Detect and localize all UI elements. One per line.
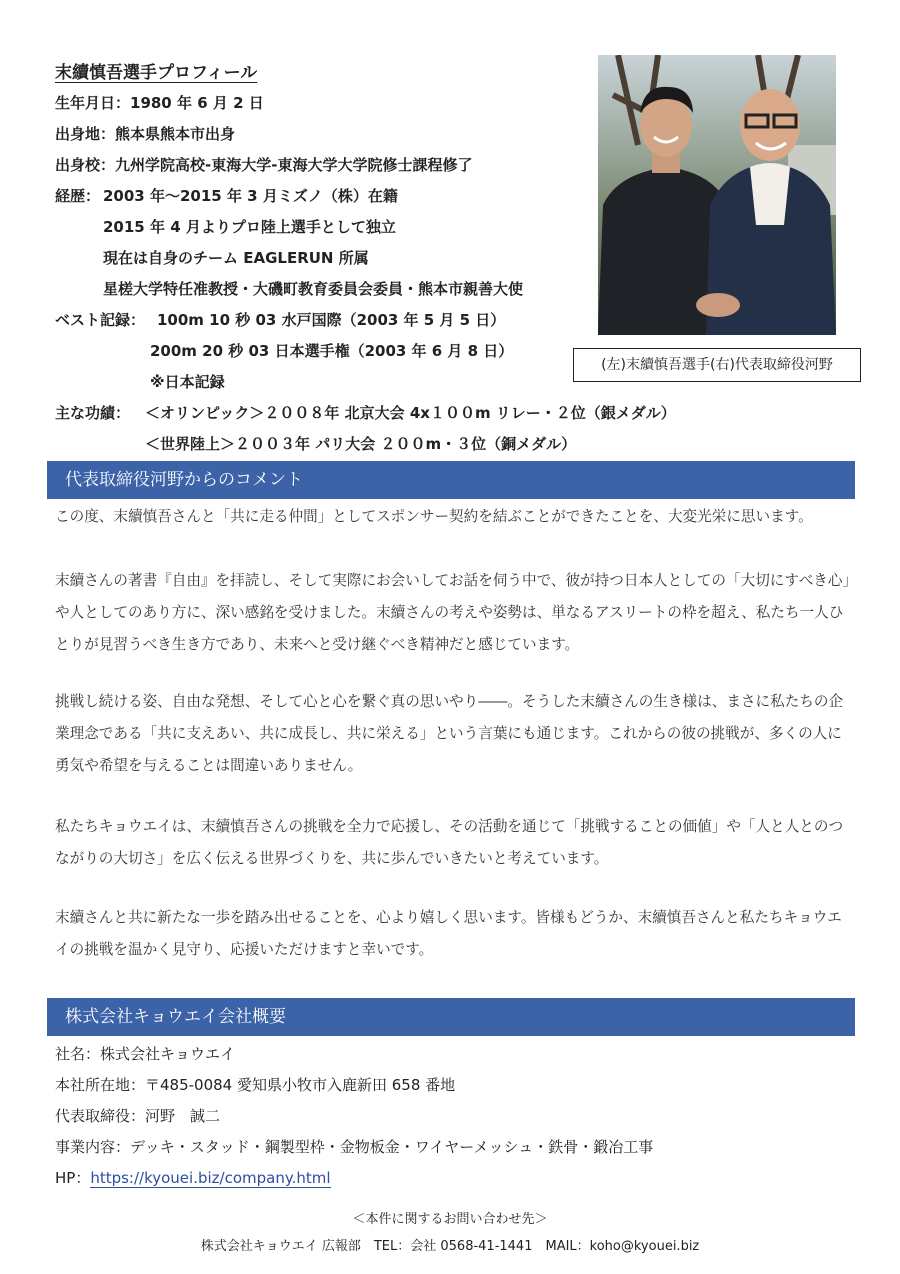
profile-photo [598,55,836,335]
comment-paragraph-4: 私たちキョウエイは、末續慎吾さんの挑戦を全力で応援し、その活動を通じて「挑戦することの価値」や「人と人とのつながりの大切さ」を広く伝える世界づくりを、共に歩んでいきたいと考えています。 [55,818,844,867]
profile-birthplace: 出身地：熊本県熊本市出身 [55,125,236,143]
company-business: 事業内容：デッキ・スタッド・鋼製型枠・金物板金・ワイヤーメッシュ・鉄骨・鍛冶工事 [55,1138,654,1156]
profile-school: 出身校：九州学院高校-東海大学-東海大学大学院修士課程修了 [55,156,473,174]
company-heading: 株式会社キョウエイ会社概要 [47,998,855,1036]
profile-best-2: 200m 20 秒 03 日本選手権（2003 年 6 月 8 日） [150,342,514,360]
profile-title: 末續慎吾選手プロフィール [55,63,258,83]
comment-paragraph-1: この度、末續慎吾さんと「共に走る仲間」としてスポンサー契約を結ぶことができたことを、大変光栄に思います。 [55,508,813,525]
profile-career-4: 星槎大学特任准教授・大磯町教育委員会委員・熊本市親善大使 [103,280,524,298]
profile-best-1: 100m 10 秒 03 水戸国際（2003 年 5 月 5 日） [157,311,506,329]
profile-career-1: 2003 年～2015 年 3 月ミズノ（株）在籍 [103,187,398,205]
comment-heading: 代表取締役河野からのコメント [47,461,855,499]
contact-title: ＜本件に関するお問い合わせ先＞ [352,1212,548,1227]
company-name: 社名：株式会社キョウエイ [55,1045,236,1063]
company-hp-link[interactable]: https://kyouei.biz/company.html [90,1169,331,1187]
company-address: 本社所在地：〒485-0084 愛知県小牧市入鹿新田 658 番地 [55,1076,456,1094]
company-hp-label: HP： [55,1169,91,1187]
profile-achievements-label: 主な功績： [55,404,131,422]
comment-paragraph-5: 末續さんと共に新たな一歩を踏み出せることを、心より嬉しく思います。皆様もどうか、末續慎吾さんと私たちキョウエイの挑戦を温かく見守り、応援いただけますと幸いです。 [55,909,842,958]
company-ceo: 代表取締役：河野 誠二 [55,1107,221,1125]
profile-birthday: 生年月日：1980 年 6 月 2 日 [55,94,264,112]
profile-career-3: 現在は自身のチーム EAGLERUN 所属 [103,249,369,267]
contact-line: 株式会社キョウエイ 広報部 TEL：会社 0568-41-1441 MAIL：koho@kyouei.biz [200,1239,700,1254]
photo-illustration [598,55,836,335]
profile-best-note: ※日本記録 [150,373,225,391]
profile-achievement-2: ＜世界陸上＞２００３年 パリ大会 ２００m・３位（銅メダル） [145,435,577,453]
comment-paragraph-2: 末續さんの著書『自由』を拝読し、そして実際にお会いしてお話を伺う中で、彼が持つ日本人としての「大切にすべき心」や人としてのあり方に、深い感銘を受けました。末續さんの考えや姿勢は、単なるアスリートの枠を超え、私たち一人ひとりが見習うべき生き方であり、未来へと受け継ぐべき精神だと感じています。 [55,572,850,653]
profile-best-label: ベスト記録： [55,311,146,329]
comment-paragraph-3: 挑戦し続ける姿、自由な発想、そして心と心を繋ぐ真の思いやり――。そうした末續さんの生き様は、まさに私たちの企業理念である「共に支えあい、共に成長し、共に栄える」という言葉にも通じます。これからの彼の挑戦が、多くの人に勇気や希望を与えることは間違いありません。 [55,693,844,774]
profile-career-label: 経歴： [55,187,101,205]
profile-achievement-1: ＜オリンピック＞２００８年 北京大会 4x１００m リレー・２位（銀メダル） [145,404,676,422]
photo-caption: (左)末續慎吾選手(右)代表取締役河野 [573,348,861,382]
company-hp [55,1168,331,1188]
profile-career-2: 2015 年 4 月よりプロ陸上選手として独立 [103,218,396,236]
